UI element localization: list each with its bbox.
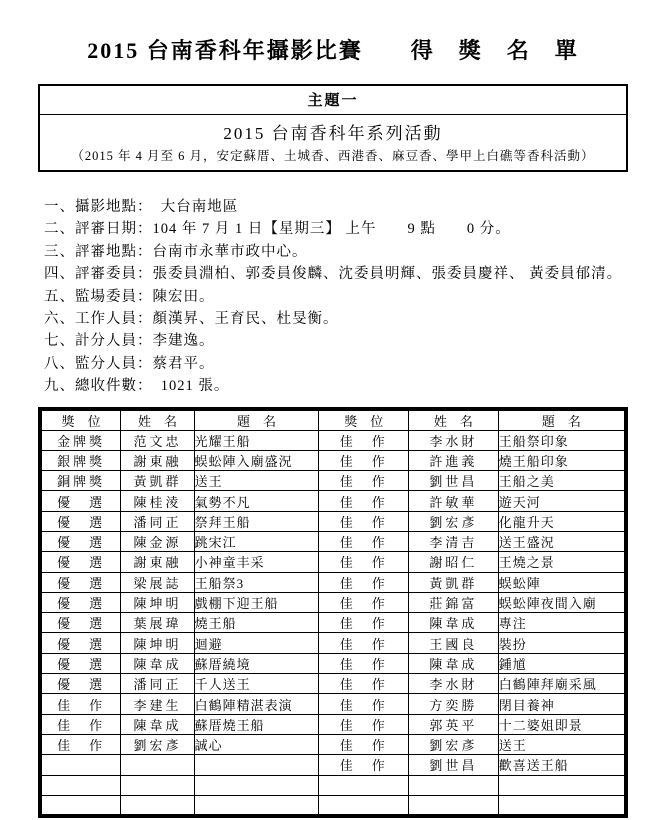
award-cell bbox=[319, 775, 409, 795]
award-cell: 優 選 bbox=[40, 613, 121, 633]
info-item: 九、總收件數： 1021 張。 bbox=[44, 378, 230, 395]
title-cell bbox=[498, 775, 626, 795]
name-cell: 李建生 bbox=[121, 694, 194, 714]
table-row bbox=[40, 552, 626, 572]
table-row bbox=[40, 755, 626, 775]
title-cell: 白鶴陣精湛表演 bbox=[194, 694, 319, 714]
award-cell: 佳 作 bbox=[319, 450, 409, 470]
award-cell: 佳 作 bbox=[319, 734, 409, 754]
info-list bbox=[38, 196, 628, 398]
name-cell: 梁展誌 bbox=[121, 572, 194, 592]
award-cell: 優 選 bbox=[40, 511, 121, 531]
award-cell bbox=[40, 755, 121, 775]
award-cell: 佳 作 bbox=[319, 613, 409, 633]
title-cell: 燒王船 bbox=[194, 613, 319, 633]
title-cell: 歡喜送王船 bbox=[498, 755, 626, 775]
title-cell: 王船祭印象 bbox=[498, 430, 626, 450]
award-cell: 金牌獎 bbox=[40, 430, 121, 450]
award-cell: 佳 作 bbox=[319, 471, 409, 491]
column-header-name: 姓 名 bbox=[409, 409, 499, 431]
table-row bbox=[40, 674, 626, 694]
name-cell: 郭英平 bbox=[409, 714, 499, 734]
title-cell: 氣勢不凡 bbox=[194, 491, 319, 511]
name-cell: 莊錦富 bbox=[409, 592, 499, 612]
table-row bbox=[40, 532, 626, 552]
column-header-award: 獎 位 bbox=[40, 409, 121, 431]
column-header-name: 姓 名 bbox=[121, 409, 194, 431]
info-item: 三、評審地點：台南市永華市政中心。 bbox=[44, 243, 308, 260]
title-cell: 蘇厝繞境 bbox=[194, 653, 319, 673]
title-cell: 送王 bbox=[194, 471, 319, 491]
title-cell: 光耀王船 bbox=[194, 430, 319, 450]
page-title: 2015 台南香科年攝影比賽 得 獎 名 單 bbox=[87, 38, 579, 63]
table-row bbox=[40, 450, 626, 470]
name-cell: 王國良 bbox=[409, 633, 499, 653]
award-cell: 佳 作 bbox=[319, 592, 409, 612]
name-cell: 劉宏彥 bbox=[409, 511, 499, 531]
name-cell: 謝東融 bbox=[121, 552, 194, 572]
name-cell: 陳坤明 bbox=[121, 592, 194, 612]
name-cell: 陳金源 bbox=[121, 532, 194, 552]
title-cell bbox=[194, 755, 319, 775]
column-header-award: 獎 位 bbox=[319, 409, 409, 431]
theme-label: 主題一 bbox=[40, 86, 626, 115]
table-row bbox=[40, 613, 626, 633]
award-cell: 佳 作 bbox=[40, 734, 121, 754]
table-row bbox=[40, 511, 626, 531]
name-cell: 陳韋成 bbox=[121, 714, 194, 734]
award-cell bbox=[40, 795, 121, 815]
title-cell: 蘇厝燒王船 bbox=[194, 714, 319, 734]
title-cell: 十二婆姐即景 bbox=[498, 714, 626, 734]
title-cell: 化龍升天 bbox=[498, 511, 626, 531]
award-cell: 佳 作 bbox=[319, 755, 409, 775]
award-cell bbox=[319, 795, 409, 815]
column-header-title: 題 名 bbox=[194, 409, 319, 431]
award-cell: 優 選 bbox=[40, 552, 121, 572]
title-cell: 送王盛況 bbox=[498, 532, 626, 552]
award-cell: 佳 作 bbox=[40, 714, 121, 734]
title-cell: 蜈蚣陣入廟盛況 bbox=[194, 450, 319, 470]
column-header-title: 題 名 bbox=[498, 409, 626, 431]
award-cell: 佳 作 bbox=[319, 694, 409, 714]
name-cell bbox=[121, 755, 194, 775]
title-cell: 誠心 bbox=[194, 734, 319, 754]
table-row bbox=[40, 491, 626, 511]
name-cell: 黃凱群 bbox=[121, 471, 194, 491]
name-cell: 許敏華 bbox=[409, 491, 499, 511]
title-cell: 蜈蚣陣夜間入廟 bbox=[498, 592, 626, 612]
table-row bbox=[40, 775, 626, 795]
info-item: 六、工作人員：顏漢昇、王育民、杜旻衡。 bbox=[44, 310, 339, 327]
name-cell: 黃凱群 bbox=[409, 572, 499, 592]
title-cell: 王船之美 bbox=[498, 471, 626, 491]
table-row bbox=[40, 471, 626, 491]
award-cell: 佳 作 bbox=[319, 430, 409, 450]
award-cell: 優 選 bbox=[40, 633, 121, 653]
award-cell: 佳 作 bbox=[319, 653, 409, 673]
table-row bbox=[40, 714, 626, 734]
title-cell: 閉目養神 bbox=[498, 694, 626, 714]
name-cell bbox=[409, 795, 499, 815]
name-cell: 陳韋成 bbox=[409, 653, 499, 673]
title-cell: 送王 bbox=[498, 734, 626, 754]
title-cell: 白鶴陣拜廟采風 bbox=[498, 674, 626, 694]
title-cell: 跳宋江 bbox=[194, 532, 319, 552]
name-cell: 葉展瑋 bbox=[121, 613, 194, 633]
award-cell: 佳 作 bbox=[319, 532, 409, 552]
name-cell: 謝昭仁 bbox=[409, 552, 499, 572]
name-cell: 李清吉 bbox=[409, 532, 499, 552]
title-cell: 遊天河 bbox=[498, 491, 626, 511]
awards-table-body bbox=[40, 430, 626, 816]
title-cell bbox=[194, 775, 319, 795]
table-row bbox=[40, 572, 626, 592]
name-cell: 范文忠 bbox=[121, 430, 194, 450]
name-cell: 陳坤明 bbox=[121, 633, 194, 653]
award-cell: 銅牌獎 bbox=[40, 471, 121, 491]
award-cell: 優 選 bbox=[40, 592, 121, 612]
name-cell: 劉世昌 bbox=[409, 755, 499, 775]
award-cell: 優 選 bbox=[40, 653, 121, 673]
name-cell: 李水財 bbox=[409, 430, 499, 450]
info-item: 四、評審委員：張委員淵柏、郭委員俊麟、沈委員明輝、張委員慶祥、 黃委員郁清。 bbox=[44, 266, 623, 283]
title-cell: 迴避 bbox=[194, 633, 319, 653]
title-cell: 王船祭3 bbox=[194, 572, 319, 592]
info-item: 八、監分人員：蔡君平。 bbox=[44, 355, 215, 372]
info-item: 二、評審日期：104 年 7 月 1 日【星期三】 上午 9 點 0 分。 bbox=[44, 221, 511, 238]
title-cell: 祭拜王船 bbox=[194, 511, 319, 531]
award-cell: 優 選 bbox=[40, 572, 121, 592]
info-item: 七、計分人員：李建逸。 bbox=[44, 333, 215, 350]
award-cell: 優 選 bbox=[40, 532, 121, 552]
info-item: 五、監場委員：陳宏田。 bbox=[44, 288, 215, 305]
name-cell: 陳韋成 bbox=[121, 653, 194, 673]
info-item: 一、攝影地點： 大台南地區 bbox=[44, 199, 239, 215]
award-cell: 佳 作 bbox=[319, 572, 409, 592]
award-cell: 佳 作 bbox=[319, 674, 409, 694]
name-cell: 許進義 bbox=[409, 450, 499, 470]
title-cell: 蜈蚣陣 bbox=[498, 572, 626, 592]
name-cell: 潘同正 bbox=[121, 511, 194, 531]
award-cell: 佳 作 bbox=[319, 552, 409, 572]
award-cell: 銀牌獎 bbox=[40, 450, 121, 470]
table-row bbox=[40, 430, 626, 450]
name-cell bbox=[121, 775, 194, 795]
table-row bbox=[40, 633, 626, 653]
title-cell: 鍾馗 bbox=[498, 653, 626, 673]
award-cell: 優 選 bbox=[40, 674, 121, 694]
theme-box bbox=[38, 84, 628, 172]
name-cell: 潘同正 bbox=[121, 674, 194, 694]
table-row bbox=[40, 653, 626, 673]
name-cell: 劉世昌 bbox=[409, 471, 499, 491]
name-cell: 方奕勝 bbox=[409, 694, 499, 714]
title-cell: 小神童丰采 bbox=[194, 552, 319, 572]
award-cell: 優 選 bbox=[40, 491, 121, 511]
awards-table bbox=[38, 407, 628, 818]
name-cell bbox=[409, 775, 499, 795]
title-cell bbox=[498, 795, 626, 815]
title-cell: 專注 bbox=[498, 613, 626, 633]
name-cell: 李水財 bbox=[409, 674, 499, 694]
event-title: 2015 台南香科年系列活動 bbox=[223, 124, 443, 143]
name-cell: 謝東融 bbox=[121, 450, 194, 470]
table-row bbox=[40, 592, 626, 612]
award-cell: 佳 作 bbox=[40, 694, 121, 714]
name-cell: 劉宏彥 bbox=[121, 734, 194, 754]
table-row bbox=[40, 694, 626, 714]
title-cell: 裝扮 bbox=[498, 633, 626, 653]
name-cell: 陳韋成 bbox=[409, 613, 499, 633]
title-cell bbox=[194, 795, 319, 815]
name-cell: 陳桂淩 bbox=[121, 491, 194, 511]
title-cell: 王燒之景 bbox=[498, 552, 626, 572]
award-cell bbox=[40, 775, 121, 795]
table-row bbox=[40, 734, 626, 754]
title-cell: 千人送王 bbox=[194, 674, 319, 694]
award-cell: 佳 作 bbox=[319, 633, 409, 653]
name-cell: 劉宏彥 bbox=[409, 734, 499, 754]
table-header-row bbox=[40, 409, 626, 431]
title-cell: 戲棚下迎王船 bbox=[194, 592, 319, 612]
title-cell: 燒王船印象 bbox=[498, 450, 626, 470]
event-detail: （2015 年 4 月至 6 月，安定蘇厝、土城香、西港香、麻豆香、學甲上白礁等香科活動） bbox=[71, 149, 595, 163]
award-cell: 佳 作 bbox=[319, 511, 409, 531]
award-cell: 佳 作 bbox=[319, 491, 409, 511]
name-cell bbox=[121, 795, 194, 815]
table-row bbox=[40, 795, 626, 815]
award-cell: 佳 作 bbox=[319, 714, 409, 734]
